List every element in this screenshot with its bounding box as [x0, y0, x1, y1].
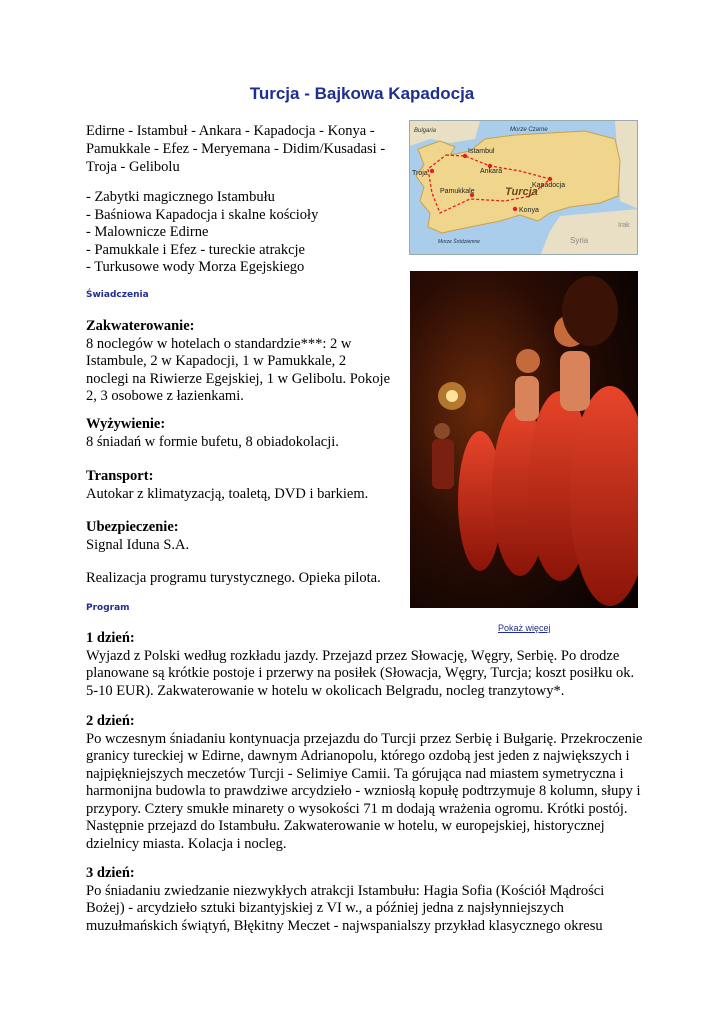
- day-2-text: Po wczesnym śniadaniu kontynuacja przejazdu do Turcji przez Serbię i Bułgarię. Przekroczenie granicy tureckiej w Edirne, dawnym Adrianopolu, którego ozdobą jest jeden z największych i najpiękniejszych meczetów Turcji - Selimiye Camii. Ta górująca nad miastem symetryczna i harmonijna budowla to prawdziwe arcydzieło - wzniosłą kopułę podtrzymuje 8 kolumn, słupy i przypory. Cztery smukłe minarety o wysokości 71 m dodają wrażenia ogromu. Krótki postój. Następnie przejazd do Istambułu. Zakwaterowanie w hotelu, w europejskiej, historycznej dzielnicy miasta. Kolacja i nocleg.: [86, 730, 643, 852]
- page-title: Turcja - Bajkowa Kapadocja: [249, 84, 475, 103]
- day-3-block: [86, 865, 646, 935]
- program-note: Realizacja programu turystycznego. Opieka pilota.: [86, 570, 381, 586]
- accommodation-text: 8 noclegów w hotelach o standardzie***: 2 w Istambule, 2 w Kapadocji, 1 w Pamukkale, 2 noclegi na Riwierze Egejskiej, 1 w Gelibolu. Pokoje 2, 3 osobowe z łazienkami.: [86, 335, 391, 404]
- map-label-istambul: Istambul: [468, 148, 495, 155]
- turkey-map: [409, 120, 638, 255]
- map-label-turcja: Turcja: [505, 186, 538, 198]
- list-item: - Pamukkale i Efez - tureckie atrakcje: [86, 241, 305, 258]
- map-label-mediterranean: Morze Śródziemne: [438, 239, 480, 245]
- day-3-heading: 3 dzień:: [86, 865, 135, 881]
- insurance-block: [86, 519, 392, 554]
- day-2-block: [86, 713, 646, 853]
- dancers-photo: [410, 271, 638, 608]
- services-section-label: Świadczenia: [86, 290, 149, 300]
- map-label-konya: Konya: [519, 207, 539, 214]
- list-item: - Turkusowe wody Morza Egejskiego: [86, 259, 305, 275]
- map-label-kapadocja: Kapadocja: [532, 182, 566, 189]
- day-2-heading: 2 dzień:: [86, 713, 135, 729]
- list-item: - Zabytki magicznego Istambułu: [86, 189, 275, 205]
- tour-route: Edirne - Istambuł - Ankara - Kapadocja - Konya - Pamukkale - Efez - Meryemana - Didim/Kusadasi - Troja - Gelibolu: [86, 123, 386, 175]
- day-1-block: [86, 630, 646, 700]
- map-label-ankara: Ankara: [480, 168, 503, 175]
- meals-block: [86, 416, 392, 451]
- day-1-heading: 1 dzień:: [86, 630, 135, 646]
- insurance-heading: Ubezpieczenie:: [86, 519, 179, 535]
- program-section-label: Program: [86, 603, 130, 613]
- accommodation-heading: Zakwaterowanie:: [86, 318, 195, 334]
- day-1-text: Wyjazd z Polski według rozkładu jazdy. Przejazd przez Słowację, Węgry, Serbię. Po drodze planowane są krótkie postoje i przerwy na posiłek (Słowacja, Węgry, Turcja; koszt posiłku ok. 5-10 EUR). Zakwaterowanie w hotelu w okolicach Belgradu, nocleg tranzytowy*.: [86, 647, 635, 699]
- transport-text: Autokar z klimatyzacją, toaletą, DVD i barkiem.: [86, 485, 369, 502]
- list-item: - Malownicze Edirne: [86, 224, 209, 240]
- map-label-pamukkale: Pamukkale: [440, 188, 475, 195]
- meals-heading: Wyżywienie:: [86, 416, 166, 432]
- map-label-black-sea: Morze Czarne: [510, 127, 548, 133]
- map-label-syria: Syria: [570, 236, 589, 245]
- show-more-link[interactable]: Pokaż więcej: [498, 623, 551, 633]
- day-3-text: Po śniadaniu zwiedzanie niezwykłych atrakcji Istambułu: Hagia Sofia (Kościół Mądrości Bożej) - arcydzieło sztuki bizantyjskiej z VI w., a później jedna z najsłynniejszych muzułmańskich świątyń, Błękitny Meczet - najwspanialszy przykład klasycznego okresu: [86, 882, 605, 934]
- accommodation-block: [86, 318, 392, 406]
- transport-heading: Transport:: [86, 468, 154, 484]
- map-label-troja: Troja: [412, 170, 428, 177]
- transport-block: [86, 468, 392, 503]
- list-item: - Baśniowa Kapadocja i skalne kościoły: [86, 206, 319, 223]
- highlights-list: [86, 189, 392, 277]
- insurance-text: Signal Iduna S.A.: [86, 536, 190, 553]
- meals-text: 8 śniadań w formie bufetu, 8 obiadokolacji.: [86, 433, 339, 450]
- map-label-irak: Irak: [618, 222, 630, 229]
- map-label-bulgaria: Bulgaria: [414, 128, 437, 134]
